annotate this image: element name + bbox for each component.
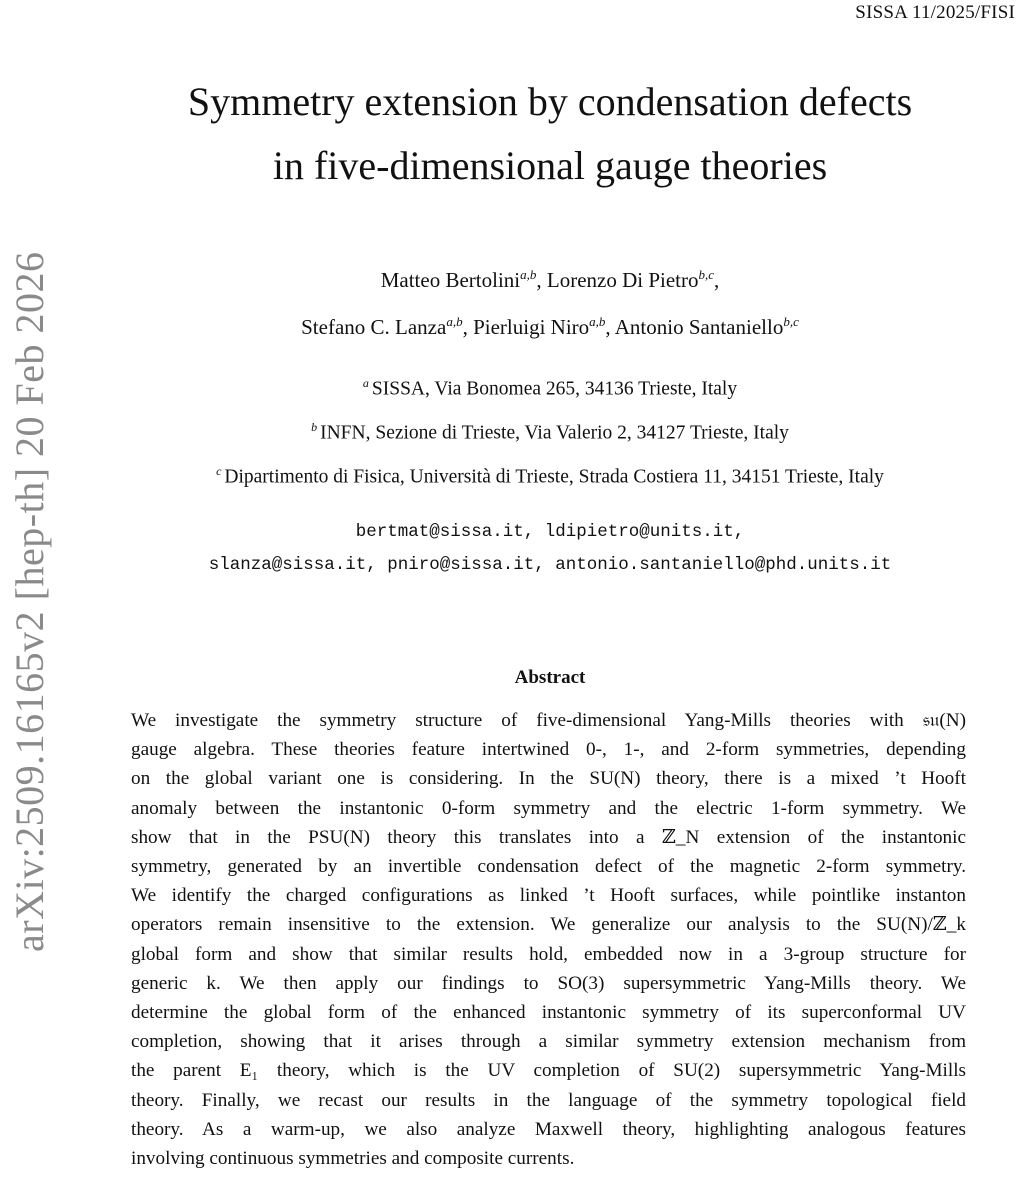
affil-mark: b,c — [698, 267, 715, 282]
affiliation-text: INFN, Sezione di Trieste, Via Valerio 2, 34127 Trieste, Italy — [320, 422, 789, 444]
email-line-2[interactable]: slanza@sissa.it, pniro@sissa.it, antonio.santaniello@phd.units.it — [208, 555, 892, 575]
email-line-1[interactable]: bertmat@sissa.it, ldipietro@units.it, — [355, 522, 745, 542]
author-name: Lorenzo Di Pietro — [546, 268, 699, 292]
abstract-line: completion, showing that it arises through a similar symmetry extension mechanism from — [131, 1031, 966, 1053]
affiliation — [60, 454, 1021, 498]
paper-title — [60, 70, 1021, 198]
abstract-line: theory. Finally, we recast our results in the language of the symmetry topological field — [131, 1089, 966, 1111]
title-line-2: in five-dimensional gauge theories — [272, 143, 828, 188]
abstract-line: theory. As a warm-up, we also analyze Maxwell theory, highlighting analogous features — [131, 1118, 966, 1140]
affil-mark: a,b — [520, 267, 537, 282]
abstract-line: on the global variant one is considering. In the SU(N) theory, there is a mixed ’t Hooft — [131, 768, 966, 790]
affiliation-text: Dipartimento di Fisica, Università di Trieste, Strada Costiera 11, 34151 Trieste, Italy — [224, 466, 884, 488]
author-name: Stefano C. Lanza — [301, 315, 447, 339]
author-line-1: Matteo Bertolini$^{a,b}$, Lorenzo Di Pietro$^{b,c}$, — [380, 267, 720, 292]
affiliation-text: SISSA, Via Bonomea 265, 34136 Trieste, Italy — [371, 378, 738, 400]
author-list — [80, 254, 1020, 348]
affil-mark: a,b — [446, 314, 463, 329]
abstract-line: show that in the PSU(N) theory this translates into a ℤ_N extension of the instantonic — [131, 826, 966, 848]
author-line-2: Stefano C. Lanza$^{a,b}$, Pierluigi Niro$^{a,b}$, Antonio Santaniello$^{b,c}$ — [301, 314, 799, 339]
affil-mark: b,c — [783, 314, 799, 329]
abstract-heading: Abstract — [514, 667, 586, 688]
affil-mark: c — [216, 464, 222, 478]
abstract-line: gauge algebra. These theories feature intertwined 0-, 1-, and 2-form symmetries, depending — [131, 739, 966, 761]
abstract-line: We investigate the symmetry structure of five-dimensional Yang-Mills theories with 𝔰𝔲(N) — [131, 710, 966, 731]
affiliation — [60, 410, 1021, 454]
arxiv-stamp: arXiv:2509.16165v2 [hep-th] 20 Feb 2026 — [7, 251, 52, 952]
email-list — [60, 516, 1021, 582]
abstract-body — [131, 706, 966, 1173]
abstract-line: the parent E₁ theory, which is the UV completion of SU(2) supersymmetric Yang-Mills — [131, 1060, 966, 1082]
abstract-line: symmetry, generated by an invertible condensation defect of the magnetic 2-form symmetry. — [131, 856, 966, 878]
abstract-line: operators remain insensitive to the extension. We generalize our analysis to the SU(N)/ℤ_k — [131, 914, 966, 936]
preprint-number: SISSA 11/2025/FISI — [855, 2, 1015, 23]
abstract-line: global form and show that similar results hold, embedded now in a 3-group structure for — [131, 943, 966, 965]
abstract-line: involving continuous symmetries and composite currents. — [131, 1148, 575, 1170]
abstract-line: generic k. We then apply our findings to SO(3) supersymmetric Yang-Mills theory. We — [131, 972, 966, 994]
affil-mark: b — [311, 420, 318, 434]
author-name: Matteo Bertolini — [380, 268, 521, 292]
affiliation — [60, 366, 1021, 410]
abstract-line: determine the global form of the enhanced instantonic symmetry of its superconformal UV — [131, 1002, 966, 1024]
author-name: Antonio Santaniello — [614, 315, 784, 339]
affil-mark: a,b — [589, 314, 606, 329]
title-line-1: Symmetry extension by condensation defects — [187, 79, 913, 124]
abstract-line: anomaly between the instantonic 0-form symmetry and the electric 1-form symmetry. We — [131, 797, 966, 819]
affiliation-list — [60, 366, 1021, 498]
affil-mark: a — [362, 376, 369, 390]
author-name: Pierluigi Niro — [473, 315, 590, 339]
abstract-line: We identify the charged configurations as linked ’t Hooft surfaces, while pointlike instanton — [131, 885, 966, 907]
